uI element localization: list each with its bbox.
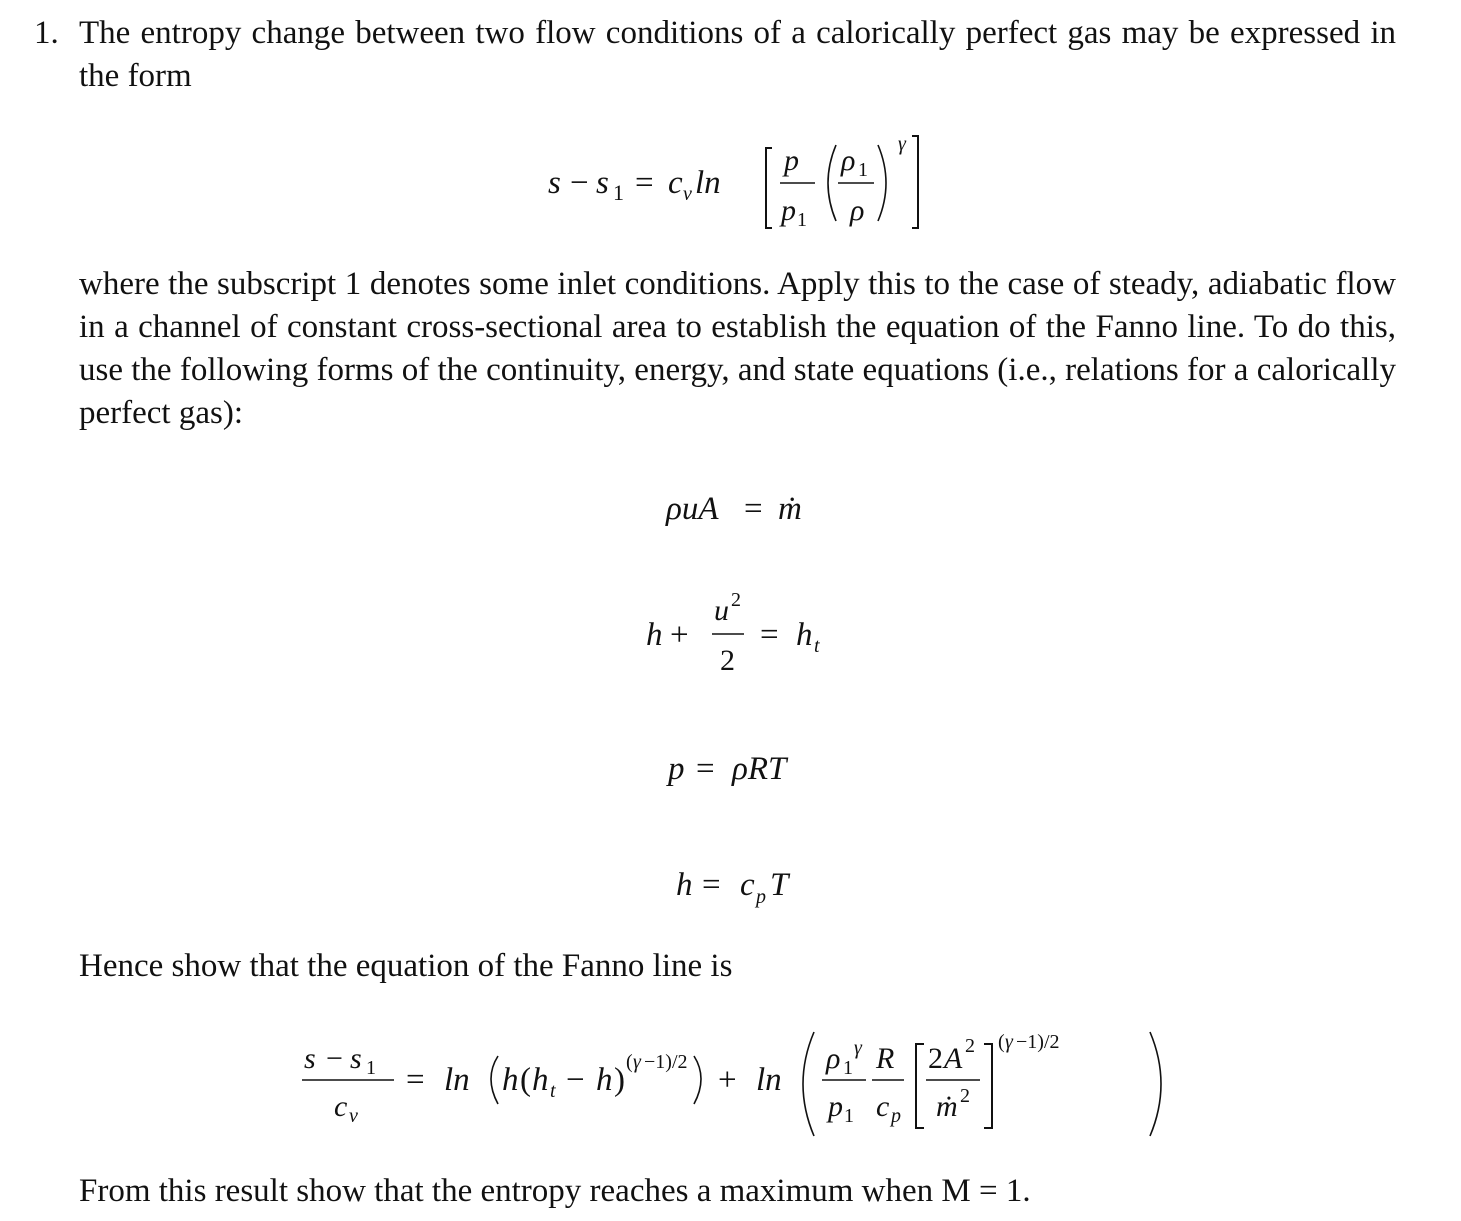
svg-text:T: T [770, 867, 789, 903]
svg-text:−1)/2: −1)/2 [1016, 1031, 1060, 1053]
svg-text:2: 2 [731, 589, 741, 611]
svg-text:h: h [502, 1062, 519, 1098]
item-number: 1. [34, 15, 59, 51]
svg-text:c: c [334, 1090, 348, 1123]
svg-text:t: t [550, 1080, 556, 1102]
continuity-equation [660, 484, 830, 534]
svg-text:h: h [796, 617, 813, 653]
svg-text:(: ( [520, 1062, 531, 1098]
svg-text:=: = [696, 751, 715, 787]
svg-text:s: s [548, 165, 561, 201]
svg-text:+: + [718, 1062, 737, 1098]
hence-text: Hence show that the equation of the Fanno line is [79, 948, 733, 984]
enthalpy-equation [670, 860, 820, 912]
state-equation [662, 744, 822, 794]
svg-text:s: s [304, 1042, 316, 1075]
svg-text:p: p [784, 144, 799, 177]
svg-text:p: p [891, 1105, 901, 1127]
svg-text:1: 1 [613, 180, 624, 205]
svg-text:ln: ln [444, 1062, 470, 1098]
svg-text:c: c [740, 867, 755, 903]
svg-text:(: ( [626, 1051, 633, 1073]
svg-text:p: p [668, 751, 685, 787]
svg-text:1: 1 [797, 209, 807, 231]
svg-text:2: 2 [720, 644, 735, 677]
final-text: From this result show that the entropy reaches a maximum when M = 1. [79, 1173, 1031, 1209]
svg-text:ρ: ρ [826, 1042, 841, 1075]
svg-text:1: 1 [843, 1057, 853, 1079]
svg-text:p: p [781, 194, 796, 227]
svg-text:ρ: ρ [841, 144, 856, 177]
svg-text:=: = [635, 165, 654, 201]
svg-text:−: − [566, 1062, 585, 1098]
svg-text:u: u [714, 594, 729, 627]
svg-text:R: R [876, 1042, 895, 1075]
svg-text:ln: ln [756, 1062, 782, 1098]
svg-text:2: 2 [965, 1035, 975, 1057]
svg-text:h: h [596, 1062, 613, 1098]
svg-text:c: c [876, 1090, 890, 1123]
svg-text:ln: ln [695, 165, 721, 201]
svg-text:=: = [702, 867, 721, 903]
svg-text:A: A [944, 1042, 963, 1075]
svg-text:γ: γ [633, 1051, 641, 1073]
svg-text:): ) [614, 1062, 625, 1098]
svg-text:=: = [760, 617, 779, 653]
svg-text:v: v [349, 1105, 358, 1127]
intro-text: The entropy change between two flow conditions of a calorically perfect gas may be expressed in the form [79, 15, 1396, 94]
svg-text:s: s [596, 165, 609, 201]
svg-text:1: 1 [858, 159, 868, 181]
svg-text:h: h [676, 867, 693, 903]
svg-text:=: = [744, 491, 763, 527]
middle-text: where the subscript 1 denotes some inlet conditions. Apply this to the case of steady, adiabatic flow in a channel of constant cross-sectional area to establish the equation of the Fanno line. To do this, use the following forms of the continuity, energy, and state equations (i.e., relations for a calorically perfect gas): [79, 266, 1396, 431]
svg-text:ṁ: ṁ [778, 491, 802, 527]
svg-text:2: 2 [928, 1042, 943, 1075]
svg-text:+: + [670, 617, 689, 653]
svg-text:t: t [814, 635, 820, 657]
svg-text:h: h [532, 1062, 549, 1098]
entropy-change-equation [540, 128, 940, 238]
svg-text:h: h [646, 617, 663, 653]
svg-text:−: − [326, 1042, 343, 1075]
svg-text:γ: γ [1005, 1031, 1013, 1053]
energy-equation [640, 588, 840, 684]
svg-text:−: − [570, 165, 589, 201]
svg-text:γ: γ [898, 133, 906, 155]
svg-text:=: = [406, 1062, 425, 1098]
svg-text:ṁ: ṁ [936, 1090, 958, 1123]
svg-text:ρuA: ρuA [666, 491, 719, 527]
svg-text:ρ: ρ [850, 194, 865, 227]
svg-text:(: ( [998, 1031, 1005, 1053]
svg-text:ρRT: ρRT [732, 751, 787, 787]
svg-text:p: p [756, 886, 766, 908]
svg-text:c: c [668, 165, 683, 201]
svg-text:γ: γ [854, 1037, 862, 1059]
svg-text:1: 1 [366, 1057, 376, 1079]
svg-text:2: 2 [960, 1085, 970, 1107]
svg-text:s: s [350, 1042, 362, 1075]
svg-text:v: v [683, 183, 692, 205]
fanno-line-equation [298, 1022, 1178, 1142]
svg-text:−1)/2: −1)/2 [644, 1051, 688, 1073]
svg-text:p: p [828, 1090, 843, 1123]
svg-text:1: 1 [844, 1105, 854, 1127]
